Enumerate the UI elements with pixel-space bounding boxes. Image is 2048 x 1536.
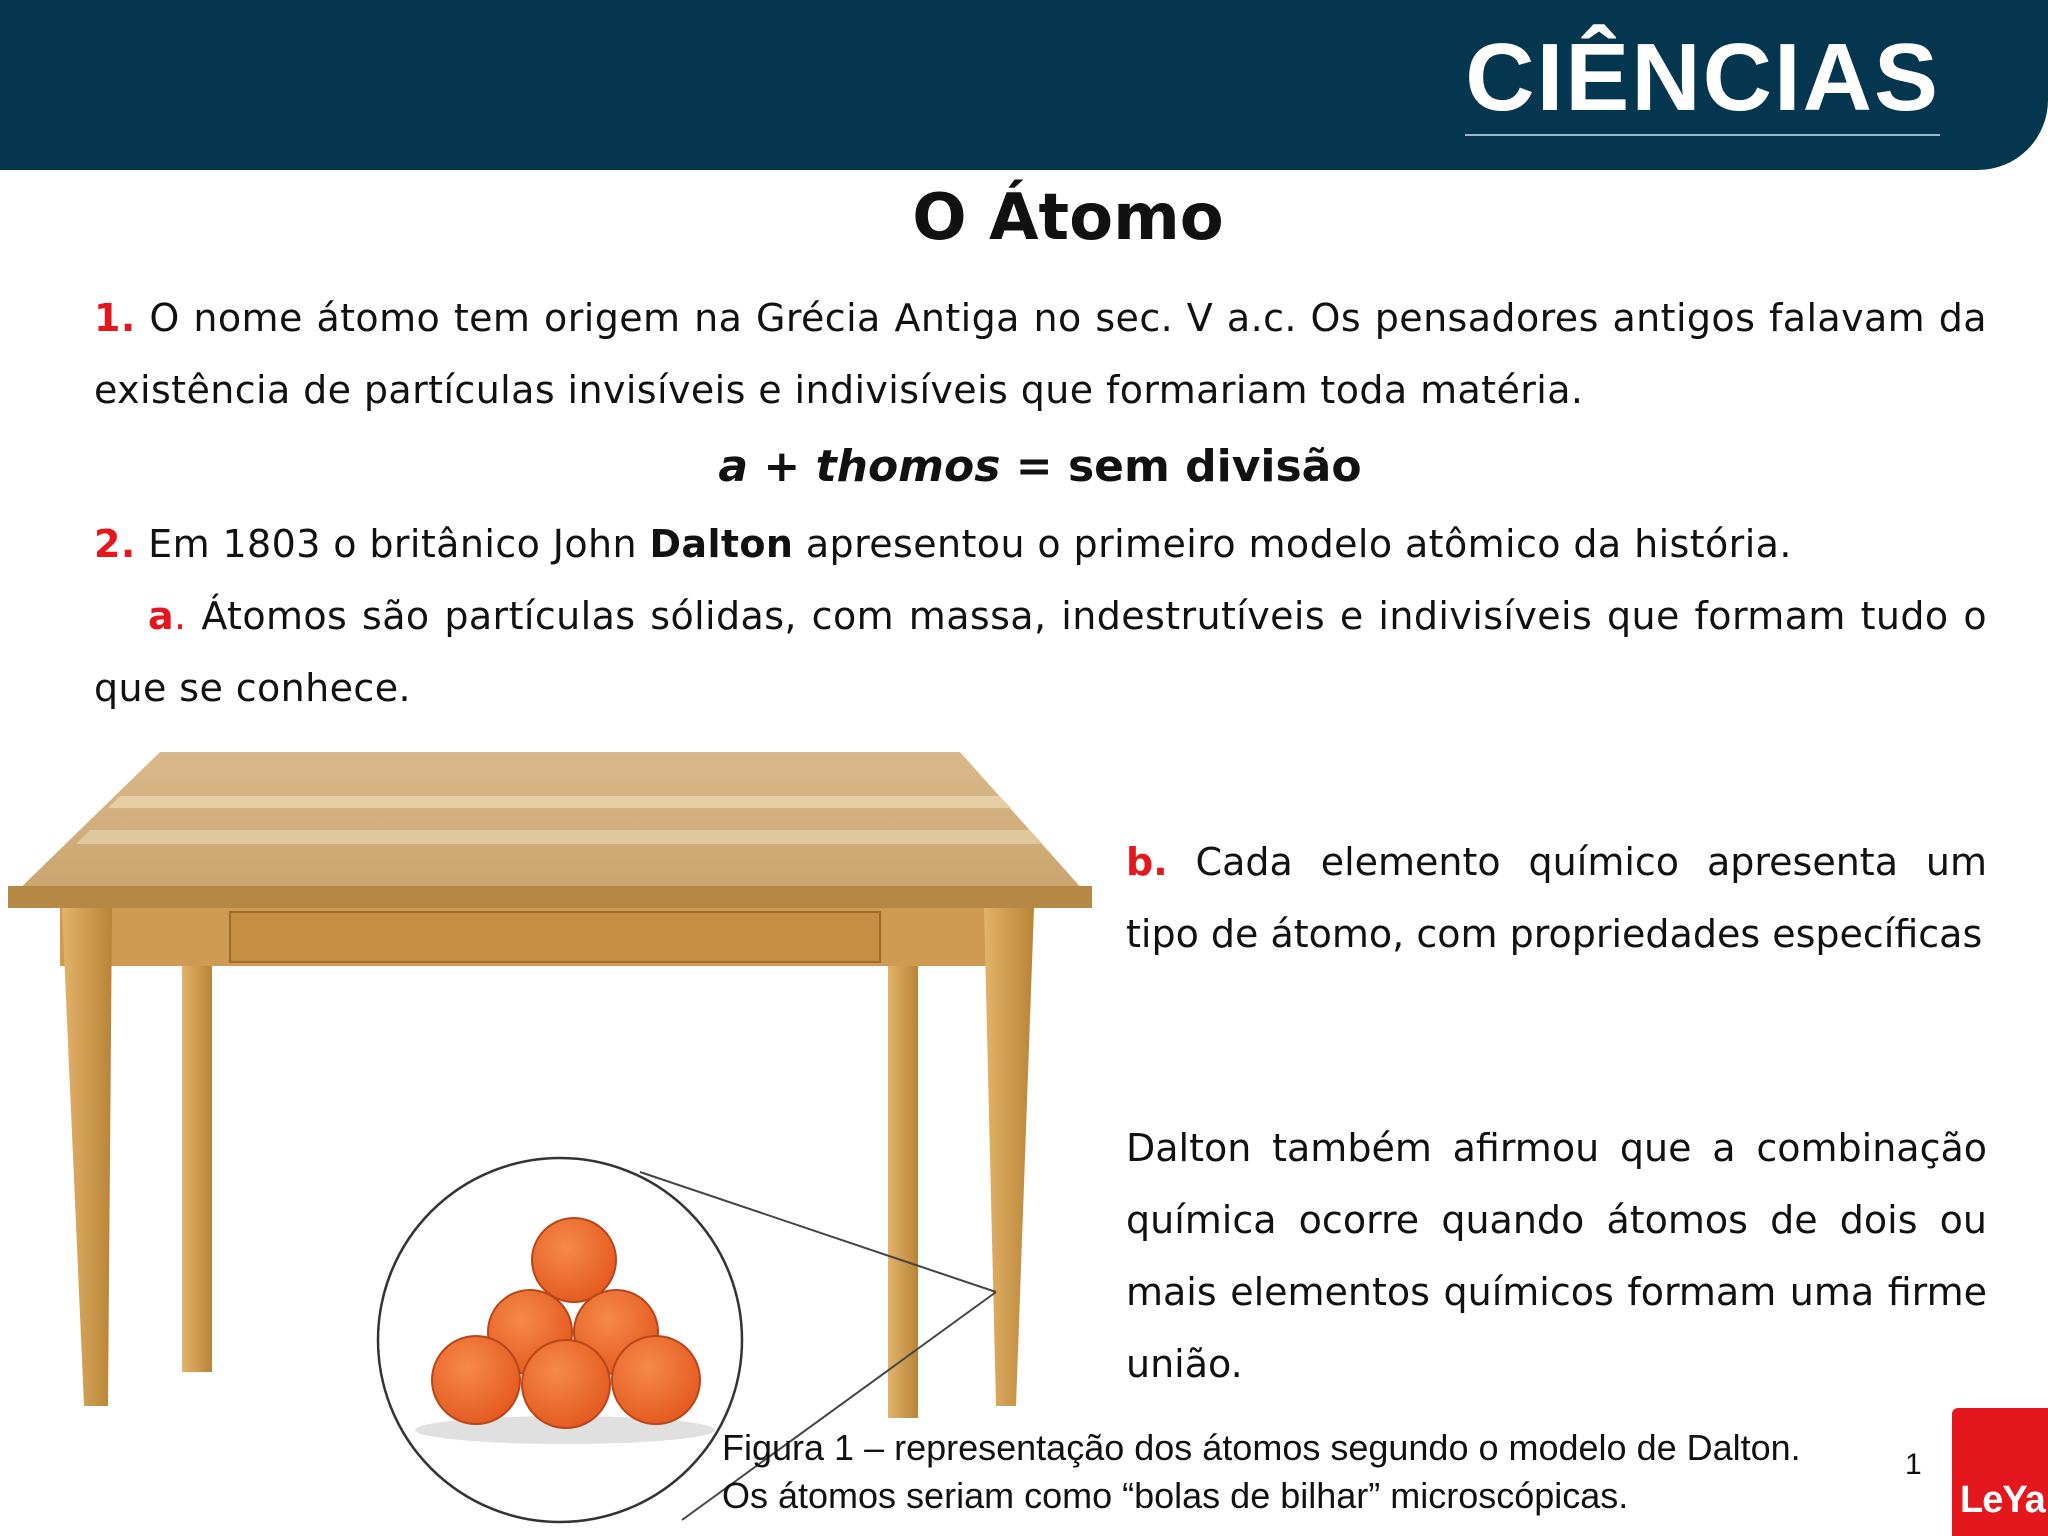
dalton-name: Dalton <box>649 522 794 566</box>
header-bar <box>0 0 2048 170</box>
dalton-note: Dalton também afirmou que a combinação química ocorre quando átomos de dois ou mais elementos químicos formam uma firme união. <box>1126 1126 1987 1386</box>
atom-ball <box>522 1340 610 1428</box>
atom-ball <box>532 1218 616 1302</box>
logo-text: LeYa <box>1960 1479 2045 1521</box>
caption-line-2: Os átomos seriam como “bolas de bilhar” microscópicas. <box>722 1475 1629 1516</box>
item-text: Átomos são partículas sólidas, com massa, indestrutíveis e indivisíveis que formam tudo o que se conhece. <box>94 594 1987 710</box>
paragraph-a <box>94 580 1987 724</box>
page-title: O Átomo <box>912 181 1224 255</box>
front-leg-left <box>62 908 112 1406</box>
etymology-formula <box>0 432 2048 502</box>
formula-plus: + <box>748 441 816 492</box>
front-leg-right <box>984 908 1034 1406</box>
figure-caption <box>722 1424 1922 1520</box>
paragraph-text: O nome átomo tem origem na Grécia Antiga no sec. V a.c. Os pensadores antigos falavam da existência de partículas invisíveis e indivisíveis que formariam toda matéria. <box>94 296 1987 412</box>
atom-ball <box>612 1336 700 1424</box>
paragraph-text-post: apresentou o primeiro modelo atômico da história. <box>793 522 1792 566</box>
tabletop <box>8 752 1092 900</box>
leya-logo <box>1952 1408 2048 1536</box>
item-dot: . <box>174 594 187 638</box>
brand-title: CIÊNCIAS <box>1465 30 1940 136</box>
caption-line-1: Figura 1 – representação dos átomos segundo o modelo de Dalton. <box>722 1427 1801 1468</box>
paragraph-1 <box>94 282 1987 426</box>
paragraph-number: 2. <box>94 522 136 566</box>
tabletop-edge <box>8 886 1092 908</box>
item-letter: a <box>148 594 175 638</box>
formula-a: a <box>718 441 749 492</box>
paragraph-number: 1. <box>94 296 136 340</box>
back-leg-left <box>182 966 212 1372</box>
paragraph-2 <box>94 508 1987 580</box>
back-leg-right <box>888 966 918 1418</box>
atom-ball <box>432 1336 520 1424</box>
paragraph-text-pre: Em 1803 o britânico John <box>135 522 650 566</box>
formula-thomos: thomos <box>815 441 1001 492</box>
formula-meaning: = sem divisão <box>1000 441 1362 492</box>
table-illustration <box>0 740 1100 1536</box>
page-number: 1 <box>1905 1448 1922 1481</box>
paragraph-b <box>1126 826 1987 970</box>
item-letter: b. <box>1126 840 1168 884</box>
item-text: Cada elemento químico apresenta um tipo de átomo, com propriedades específicas <box>1126 840 1987 956</box>
